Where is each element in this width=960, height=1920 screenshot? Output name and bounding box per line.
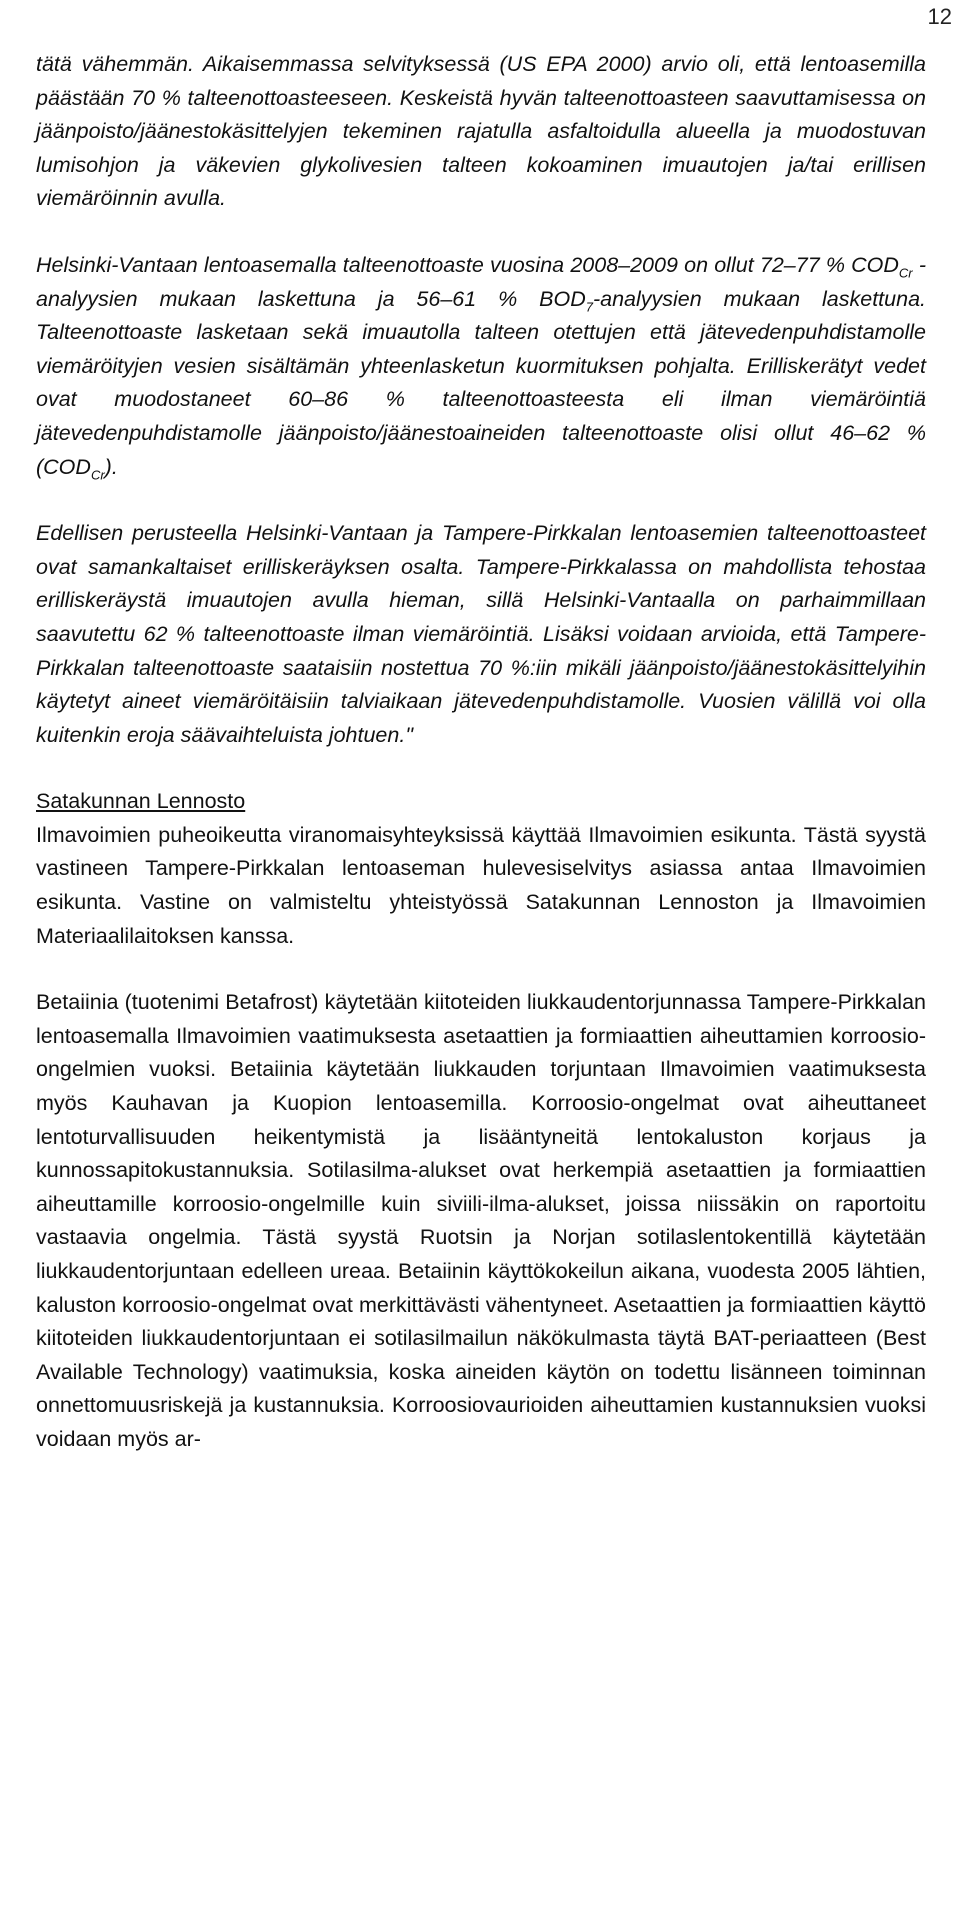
p2-text-a: Helsinki-Vantaan lentoasemalla talteenottoaste vuosina 2008–2009 on ollut 72–77 % COD (36, 252, 899, 277)
section-heading: Satakunnan Lennosto (36, 789, 246, 814)
p2-sub-cr: Cr (898, 265, 913, 281)
paragraph-5: Betaiinia (tuotenimi Betafrost) käytetään kiitoteiden liukkaudentorjunnassa Tampere-Pirkkalan lentoasemalla Ilmavoimien vaatimuksesta asetaattien ja formiaattien aiheuttamien korroosio-ongelmien vuoksi. Betaiinia käytetään liukkauden torjuntaan Ilmavoimien vaatimuksesta myös Kauhavan ja Kuopion lentoasemilla. Korroosio-ongelmat ovat aiheuttaneet lentoturvallisuuden heikentymistä ja lisääntyneitä lentokaluston korjaus ja kunnossapitokustannuksia. Sotilasilma-alukset ovat herkempiä asetaattien ja formiaattien aiheuttamille korroosio-ongelmille kuin siviili-ilma-alukset, joissa niissäkin on raportoitu vastaavia ongelmia. Tästä syystä Ruotsin ja Norjan sotilaslentokentillä käytetään liukkaudentorjuntaan edelleen ureaa. Betaiinin käyttökokeilun aikana, vuodesta 2005 lähtien, kaluston korroosio-ongelmat ovat merkittävästi vähentyneet. Asetaattien ja formiaattien käyttö kiitoteiden liukkaudentorjuntaan ei sotilasilmailun näkökulmasta täytä BAT-periaatteen (Best Available Technology) vaatimuksia, koska aineiden käytön on todettu lisänneen toiminnan onnettomuusriskejä ja kustannuksia. Korroosiovaurioiden aiheuttamien kustannuksien vuoksi voidaan myös ar- (36, 990, 926, 1451)
paragraph-quote-3: Edellisen perusteella Helsinki-Vantaan ja Tampere-Pirkkalan lentoasemien talteenottoasteet ovat samankaltaiset erilliskeräyksen osalta. Tampere-Pirkkalassa on mahdollista tehostaa erilliskeräystä imuautojen avulla hieman, sillä Helsinki-Vantaalla on parhaimmillaan saavutettu 62 % talteenottoaste ilman viemäröintiä. Lisäksi voidaan arvioida, että Tampere-Pirkkalan talteenottoaste saataisiin nostettua 70 %:iin mikäli jäänpoisto/jäänestokäsittelyihin käytetyt aineet viemäröitäisiin talviaikaan jätevedenpuhdistamolle. Vuosien välillä voi olla kuitenkin eroja säävaihteluista johtuen." (36, 521, 926, 747)
p2-sub-cr-2: Cr (90, 466, 105, 482)
page-number: 12 (927, 4, 952, 29)
paragraph-quote-2 (36, 249, 926, 484)
p2-text-d: ). (104, 454, 118, 479)
p2-text-b: -analyysien mukaan laskettuna ja 56–61 % BOD (36, 252, 926, 311)
p2-sub-7: 7 (585, 298, 593, 314)
paragraph-quote-1: tätä vähemmän. Aikaisemmassa selvityksessä (US EPA 2000) arvio oli, että lentoasemilla päästään 70 % talteenottoasteeseen. Keskeistä hyvän talteenottoasteen saavuttamisessa on jäänpoisto/jäänestokäsittelyjen tekeminen rajatulla asfaltoidulla alueella ja muodostuvan lumisohjon ja väkevien glykolivesien talteen kokoaminen imuautojen ja/tai erillisen viemäröinnin avulla. (36, 52, 926, 211)
paragraph-4: Ilmavoimien puheoikeutta viranomaisyhteyksissä käyttää Ilmavoimien esikunta. Tästä syystä vastineen Tampere-Pirkkalan lentoaseman hulevesiselvitys asiassa antaa Ilmavoimien esikunta. Vastine on valmisteltu yhteistyössä Satakunnan Lennoston ja Ilmavoimien Materiaalilaitoksen kanssa. (36, 822, 926, 948)
p2-text-c: -analyysien mukaan laskettuna. Talteenottoaste lasketaan sekä imuautolla talteen otettujen että jätevedenpuhdistamolle viemäröityjen vesien sisältämän yhteenlasketun kuormituksen pohjalta. Erilliskerätyt vedet ovat muodostaneet 60–86 % talteenottoasteesta eli ilman viemäröintiä jätevedenpuhdistamolle jäänpoisto/jäänestoaineiden talteenottoaste olisi ollut 46–62 % (COD (36, 286, 926, 479)
body-text (36, 48, 926, 1457)
